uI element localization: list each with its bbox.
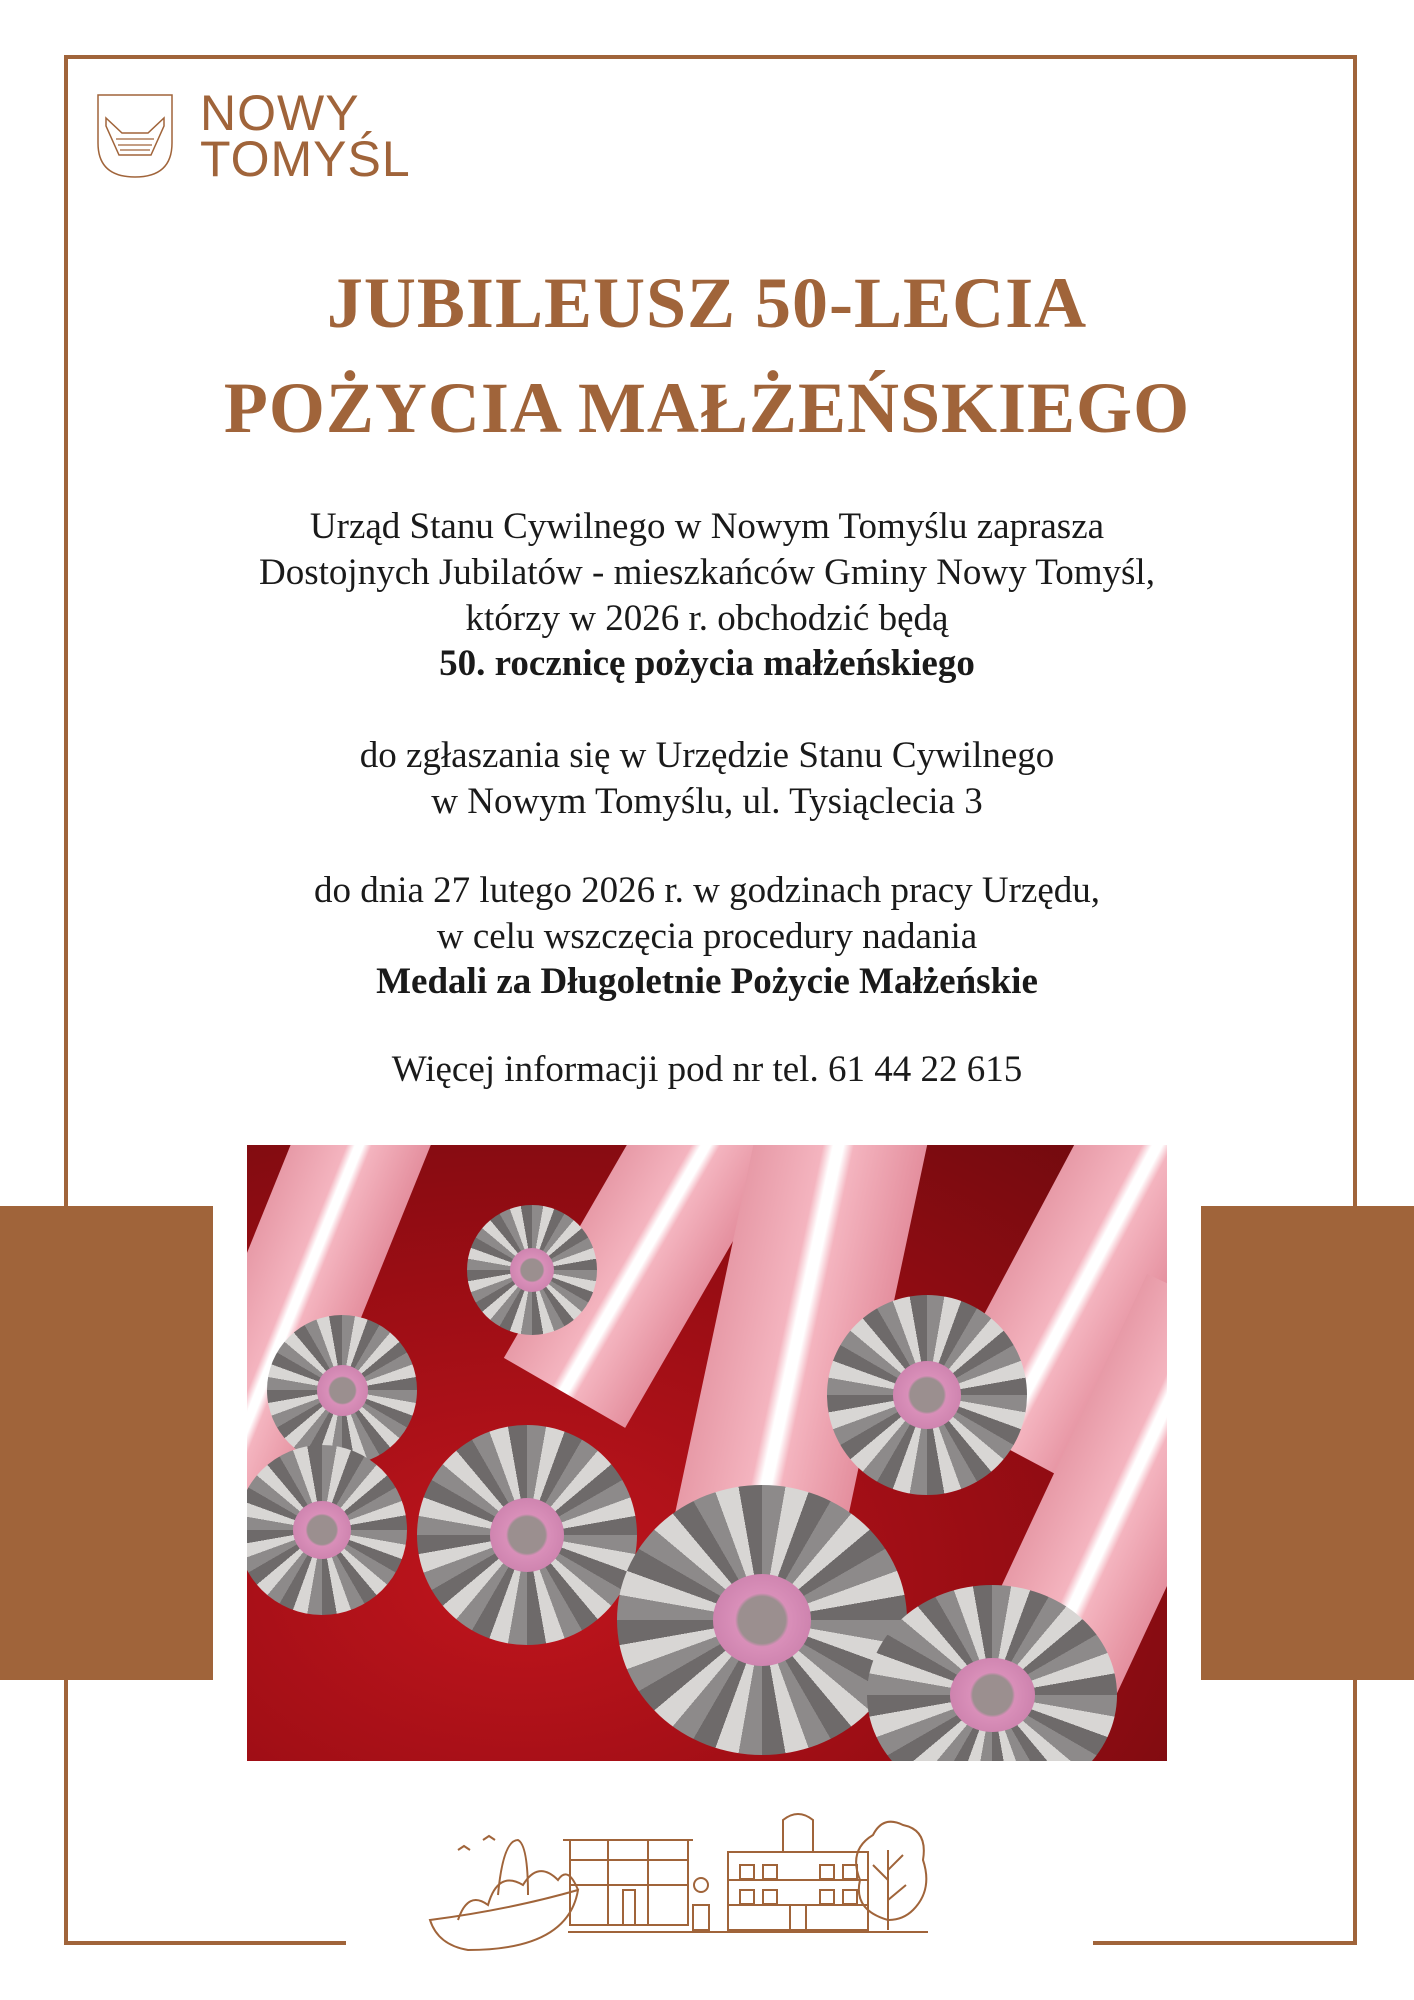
frame-bottom-left [64,1941,346,1945]
logo [96,85,411,187]
body-line: Urząd Stanu Cywilnego w Nowym Tomyślu zaprasza [309,506,1105,547]
body-line-bold: 50. rocznicę pożycia małżeńskiego [439,643,975,684]
medal [467,1205,597,1335]
body-line-bold: Medali za Długoletnie Pożycie Małżeńskie [376,961,1038,1002]
town-skyline-illustration [428,1810,1028,1970]
title-line-1: JUBILEUSZ 50-LECIA [326,263,1088,343]
logo-text [200,85,411,187]
coat-of-arms-icon [96,93,174,179]
medal [827,1295,1027,1495]
logo-line-1: NOWY [200,85,360,141]
body-line: Dostojnych Jubilatów - mieszkańców Gminy Nowy Tomyśl, [259,552,1155,593]
side-block-right [1201,1206,1414,1680]
title-line-2: POŻYCIA MAŁŻEŃSKIEGO [223,368,1191,448]
body-line: w celu wszczęcia procedury nadania [436,916,978,957]
body-line: do dnia 27 lutego 2026 r. w godzinach pracy Urzędu, [313,870,1101,911]
frame-bottom-right [1093,1941,1357,1945]
medal [247,1445,407,1615]
medal [417,1425,637,1645]
medal [267,1315,417,1465]
body-line: w Nowym Tomyślu, ul. Tysiąclecia 3 [431,781,983,822]
logo-line-2: TOMYŚL [200,131,411,187]
medals-photo [247,1145,1167,1761]
body-line: do zgłaszania się w Urzędzie Stanu Cywilnego [359,735,1055,776]
body-line: którzy w 2026 r. obchodzić będą [465,598,949,639]
frame-top [64,55,1357,59]
contact-line: Więcej informacji pod nr tel. 61 44 22 615 [391,1049,1023,1090]
medal [617,1485,907,1755]
side-block-left [0,1206,213,1680]
